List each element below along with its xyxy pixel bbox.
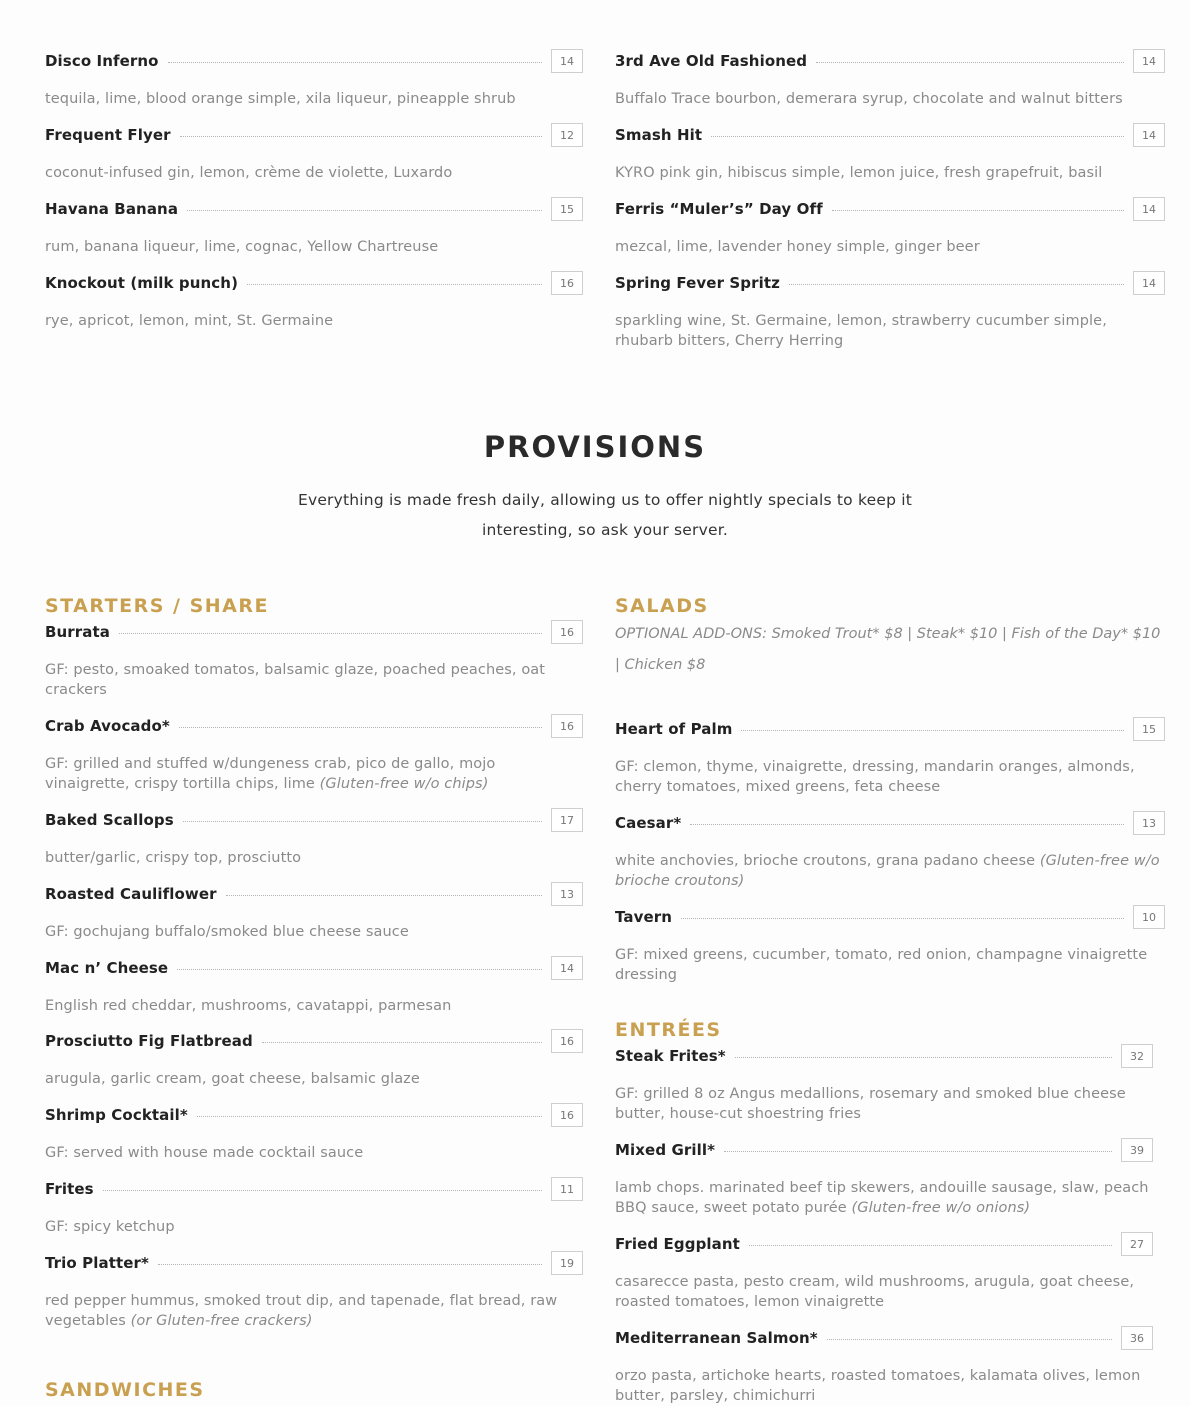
item-description: coconut-infused gin, lemon, crème de violette, Luxardo <box>45 165 453 181</box>
item-name: Shrimp Cocktail* <box>45 1106 188 1124</box>
item-name: Mixed Grill* <box>615 1141 716 1159</box>
item-description: KYRO pink gin, hibiscus simple, lemon juice, fresh grapefruit, basil <box>615 165 1103 181</box>
price-badge: 16 <box>551 271 583 295</box>
leader-dots <box>180 136 542 137</box>
menu-item <box>45 195 583 269</box>
menu-item <box>45 47 583 121</box>
price-badge: 14 <box>551 956 583 980</box>
menu-item <box>45 1101 583 1175</box>
leader-dots <box>158 1264 542 1265</box>
price-badge: 19 <box>551 1251 583 1275</box>
section-title: STARTERS / SHARE <box>45 595 269 617</box>
leader-dots <box>226 895 542 896</box>
leader-dots <box>711 136 1124 137</box>
description-text: English red cheddar, mushrooms, cavatappi, parmesan <box>45 998 452 1014</box>
item-name: Knockout (milk punch) <box>45 274 239 292</box>
item-name: Roasted Cauliflower <box>45 885 217 903</box>
item-description: rum, banana liqueur, lime, cognac, Yellow Chartreuse <box>45 239 439 255</box>
menu-item <box>615 269 1165 351</box>
price-badge: 14 <box>1133 271 1165 295</box>
item-description <box>615 851 1165 891</box>
description-text: GF: served with house made cocktail sauce <box>45 1145 364 1161</box>
menu-item <box>615 1230 1153 1324</box>
item-description: Buffalo Trace bourbon, demerara syrup, chocolate and walnut bitters <box>615 91 1123 107</box>
leader-dots <box>103 1190 542 1191</box>
section-title: SANDWICHES <box>45 1379 205 1401</box>
price-badge: 36 <box>1121 1326 1153 1350</box>
price-badge: 10 <box>1133 905 1165 929</box>
item-description <box>45 1069 583 1089</box>
menu-item <box>45 1175 583 1249</box>
leader-dots <box>690 824 1124 825</box>
price-badge: 16 <box>551 1103 583 1127</box>
leader-dots <box>735 1057 1112 1058</box>
price-badge: 39 <box>1121 1138 1153 1162</box>
cocktails-left-column <box>45 47 583 331</box>
description-text: white anchovies, brioche croutons, grana padano cheese <box>615 853 1040 869</box>
description-note: (Gluten-free w/o chips) <box>319 776 489 792</box>
item-description: tequila, lime, blood orange simple, xila liqueur, pineapple shrub <box>45 91 516 107</box>
price-badge: 16 <box>551 714 583 738</box>
description-text: arugula, garlic cream, goat cheese, balsamic glaze <box>45 1071 420 1087</box>
leader-dots <box>832 210 1124 211</box>
description-text: red pepper hummus, smoked trout dip, and tapenade, flat bread, raw vegetables <box>45 1293 558 1329</box>
menu-item <box>45 954 583 1027</box>
leader-dots <box>183 821 542 822</box>
item-description: mezcal, lime, lavender honey simple, ginger beer <box>615 239 980 255</box>
entrees-section <box>615 1018 1153 1406</box>
item-description <box>615 1178 1153 1218</box>
item-name: Tavern <box>615 908 673 926</box>
item-name: Mediterranean Salmon* <box>615 1329 818 1347</box>
menu-item <box>615 1136 1153 1230</box>
description-note: (or Gluten-free crackers) <box>130 1313 313 1329</box>
price-badge: 32 <box>1121 1044 1153 1068</box>
menu-item <box>615 1042 1153 1136</box>
menu-item <box>615 1324 1153 1406</box>
item-name: Smash Hit <box>615 126 703 144</box>
item-description <box>45 1291 583 1331</box>
description-note: (Gluten-free w/o brioche croutons) <box>615 853 1160 889</box>
description-text: GF: clemon, thyme, vinaigrette, dressing, mandarin oranges, almonds, cherry tomatoes, mixed greens, feta cheese <box>615 759 1135 795</box>
item-name: Havana Banana <box>45 200 179 218</box>
menu-item <box>45 880 583 954</box>
leader-dots <box>741 730 1124 731</box>
menu-item <box>615 121 1165 195</box>
leader-dots <box>197 1116 542 1117</box>
leader-dots <box>168 62 542 63</box>
price-badge: 13 <box>551 882 583 906</box>
leader-dots <box>179 727 542 728</box>
leader-dots <box>177 969 542 970</box>
item-description <box>45 1143 583 1163</box>
item-description <box>615 945 1165 985</box>
item-name: Ferris “Muler’s” Day Off <box>615 200 823 218</box>
menu-item <box>45 269 583 331</box>
item-description <box>45 1217 583 1237</box>
price-badge: 16 <box>551 620 583 644</box>
item-description <box>45 996 583 1016</box>
menu-item <box>615 47 1165 121</box>
cocktails-right-column <box>615 47 1165 351</box>
item-name: Baked Scallops <box>45 811 174 829</box>
section-title: ENTRÉES <box>615 1019 722 1041</box>
description-text: GF: grilled 8 oz Angus medallions, rosemary and smoked blue cheese butter, house-cut shoestring fries <box>615 1086 1126 1122</box>
item-description <box>45 754 583 794</box>
item-name: Mac n’ Cheese <box>45 959 169 977</box>
menu-item <box>615 195 1165 269</box>
menu-item <box>615 903 1165 985</box>
price-badge: 15 <box>1133 717 1165 741</box>
price-badge: 27 <box>1121 1232 1153 1256</box>
leader-dots <box>724 1151 1112 1152</box>
item-name: 3rd Ave Old Fashioned <box>615 52 808 70</box>
item-description <box>615 1272 1153 1312</box>
description-text: GF: spicy ketchup <box>45 1219 175 1235</box>
item-description <box>615 1084 1153 1124</box>
item-name: Frites <box>45 1180 94 1198</box>
item-name: Caesar* <box>615 814 682 832</box>
item-description <box>615 757 1165 797</box>
item-description: sparkling wine, St. Germaine, lemon, strawberry cucumber simple, rhubarb bitters, Cherry Herring <box>615 313 1107 349</box>
price-badge: 14 <box>1133 123 1165 147</box>
item-description <box>45 922 583 942</box>
menu-item <box>45 806 583 880</box>
price-badge: 16 <box>551 1029 583 1053</box>
description-text: GF: grilled and stuffed w/dungeness crab, pico de gallo, mojo vinaigrette, crispy tortilla chips, lime <box>45 756 496 792</box>
description-text: GF: pesto, smoaked tomatos, balsamic glaze, poached peaches, oat crackers <box>45 662 546 698</box>
leader-dots <box>749 1245 1112 1246</box>
price-badge: 11 <box>551 1177 583 1201</box>
item-name: Burrata <box>45 623 111 641</box>
leader-dots <box>247 284 542 285</box>
price-badge: 14 <box>551 49 583 73</box>
description-text: casarecce pasta, pesto cream, wild mushrooms, arugula, goat cheese, roasted tomatoes, lemon vinaigrette <box>615 1274 1135 1310</box>
item-name: Steak Frites* <box>615 1047 726 1065</box>
salad-addons: OPTIONAL ADD-ONS: Smoked Trout* $8 | Steak* $10 | Fish of the Day* $10 | Chicken $8 <box>615 626 1161 673</box>
description-text: lamb chops. marinated beef tip skewers, andouille sausage, slaw, peach BBQ sauce, sweet potato purée <box>615 1180 1149 1216</box>
provisions-title: PROVISIONS <box>483 430 707 464</box>
item-name: Spring Fever Spritz <box>615 274 780 292</box>
leader-dots <box>816 62 1124 63</box>
menu-item <box>45 1249 583 1331</box>
provisions-subtitle: Everything is made fresh daily, allowing us to offer nightly specials to keep it interesting, so ask your server. <box>297 491 913 539</box>
leader-dots <box>119 633 542 634</box>
menu-item <box>45 618 583 712</box>
leader-dots <box>187 210 542 211</box>
price-badge: 17 <box>551 808 583 832</box>
item-name: Heart of Palm <box>615 720 733 738</box>
sandwiches-section <box>45 1378 583 1402</box>
item-name: Prosciutto Fig Flatbread <box>45 1032 253 1050</box>
price-badge: 15 <box>551 197 583 221</box>
salads-section <box>615 594 1165 985</box>
menu-item <box>45 712 583 806</box>
section-title: SALADS <box>615 595 709 617</box>
leader-dots <box>262 1042 542 1043</box>
description-text: GF: gochujang buffalo/smoked blue cheese sauce <box>45 924 409 940</box>
item-description: rye, apricot, lemon, mint, St. Germaine <box>45 313 334 329</box>
item-description <box>45 660 583 700</box>
item-name: Fried Eggplant <box>615 1235 740 1253</box>
price-badge: 14 <box>1133 49 1165 73</box>
price-badge: 13 <box>1133 811 1165 835</box>
menu-item <box>45 121 583 195</box>
starters-section <box>45 594 583 1331</box>
item-description <box>45 848 583 868</box>
menu-item <box>615 809 1165 903</box>
item-name: Crab Avocado* <box>45 717 170 735</box>
item-name: Disco Inferno <box>45 52 159 70</box>
leader-dots <box>827 1339 1112 1340</box>
menu-item <box>615 715 1165 809</box>
item-description <box>615 1366 1153 1406</box>
leader-dots <box>789 284 1124 285</box>
price-badge: 12 <box>551 123 583 147</box>
description-note: (Gluten-free w/o onions) <box>851 1200 1031 1216</box>
description-text: orzo pasta, artichoke hearts, roasted tomatoes, kalamata olives, lemon butter, parsley, chimichurri <box>615 1368 1141 1404</box>
description-text: GF: mixed greens, cucumber, tomato, red onion, champagne vinaigrette dressing <box>615 947 1148 983</box>
price-badge: 14 <box>1133 197 1165 221</box>
item-name: Frequent Flyer <box>45 126 171 144</box>
item-name: Trio Platter* <box>45 1254 149 1272</box>
menu-item <box>45 1027 583 1101</box>
leader-dots <box>681 918 1124 919</box>
description-text: butter/garlic, crispy top, prosciutto <box>45 850 302 866</box>
